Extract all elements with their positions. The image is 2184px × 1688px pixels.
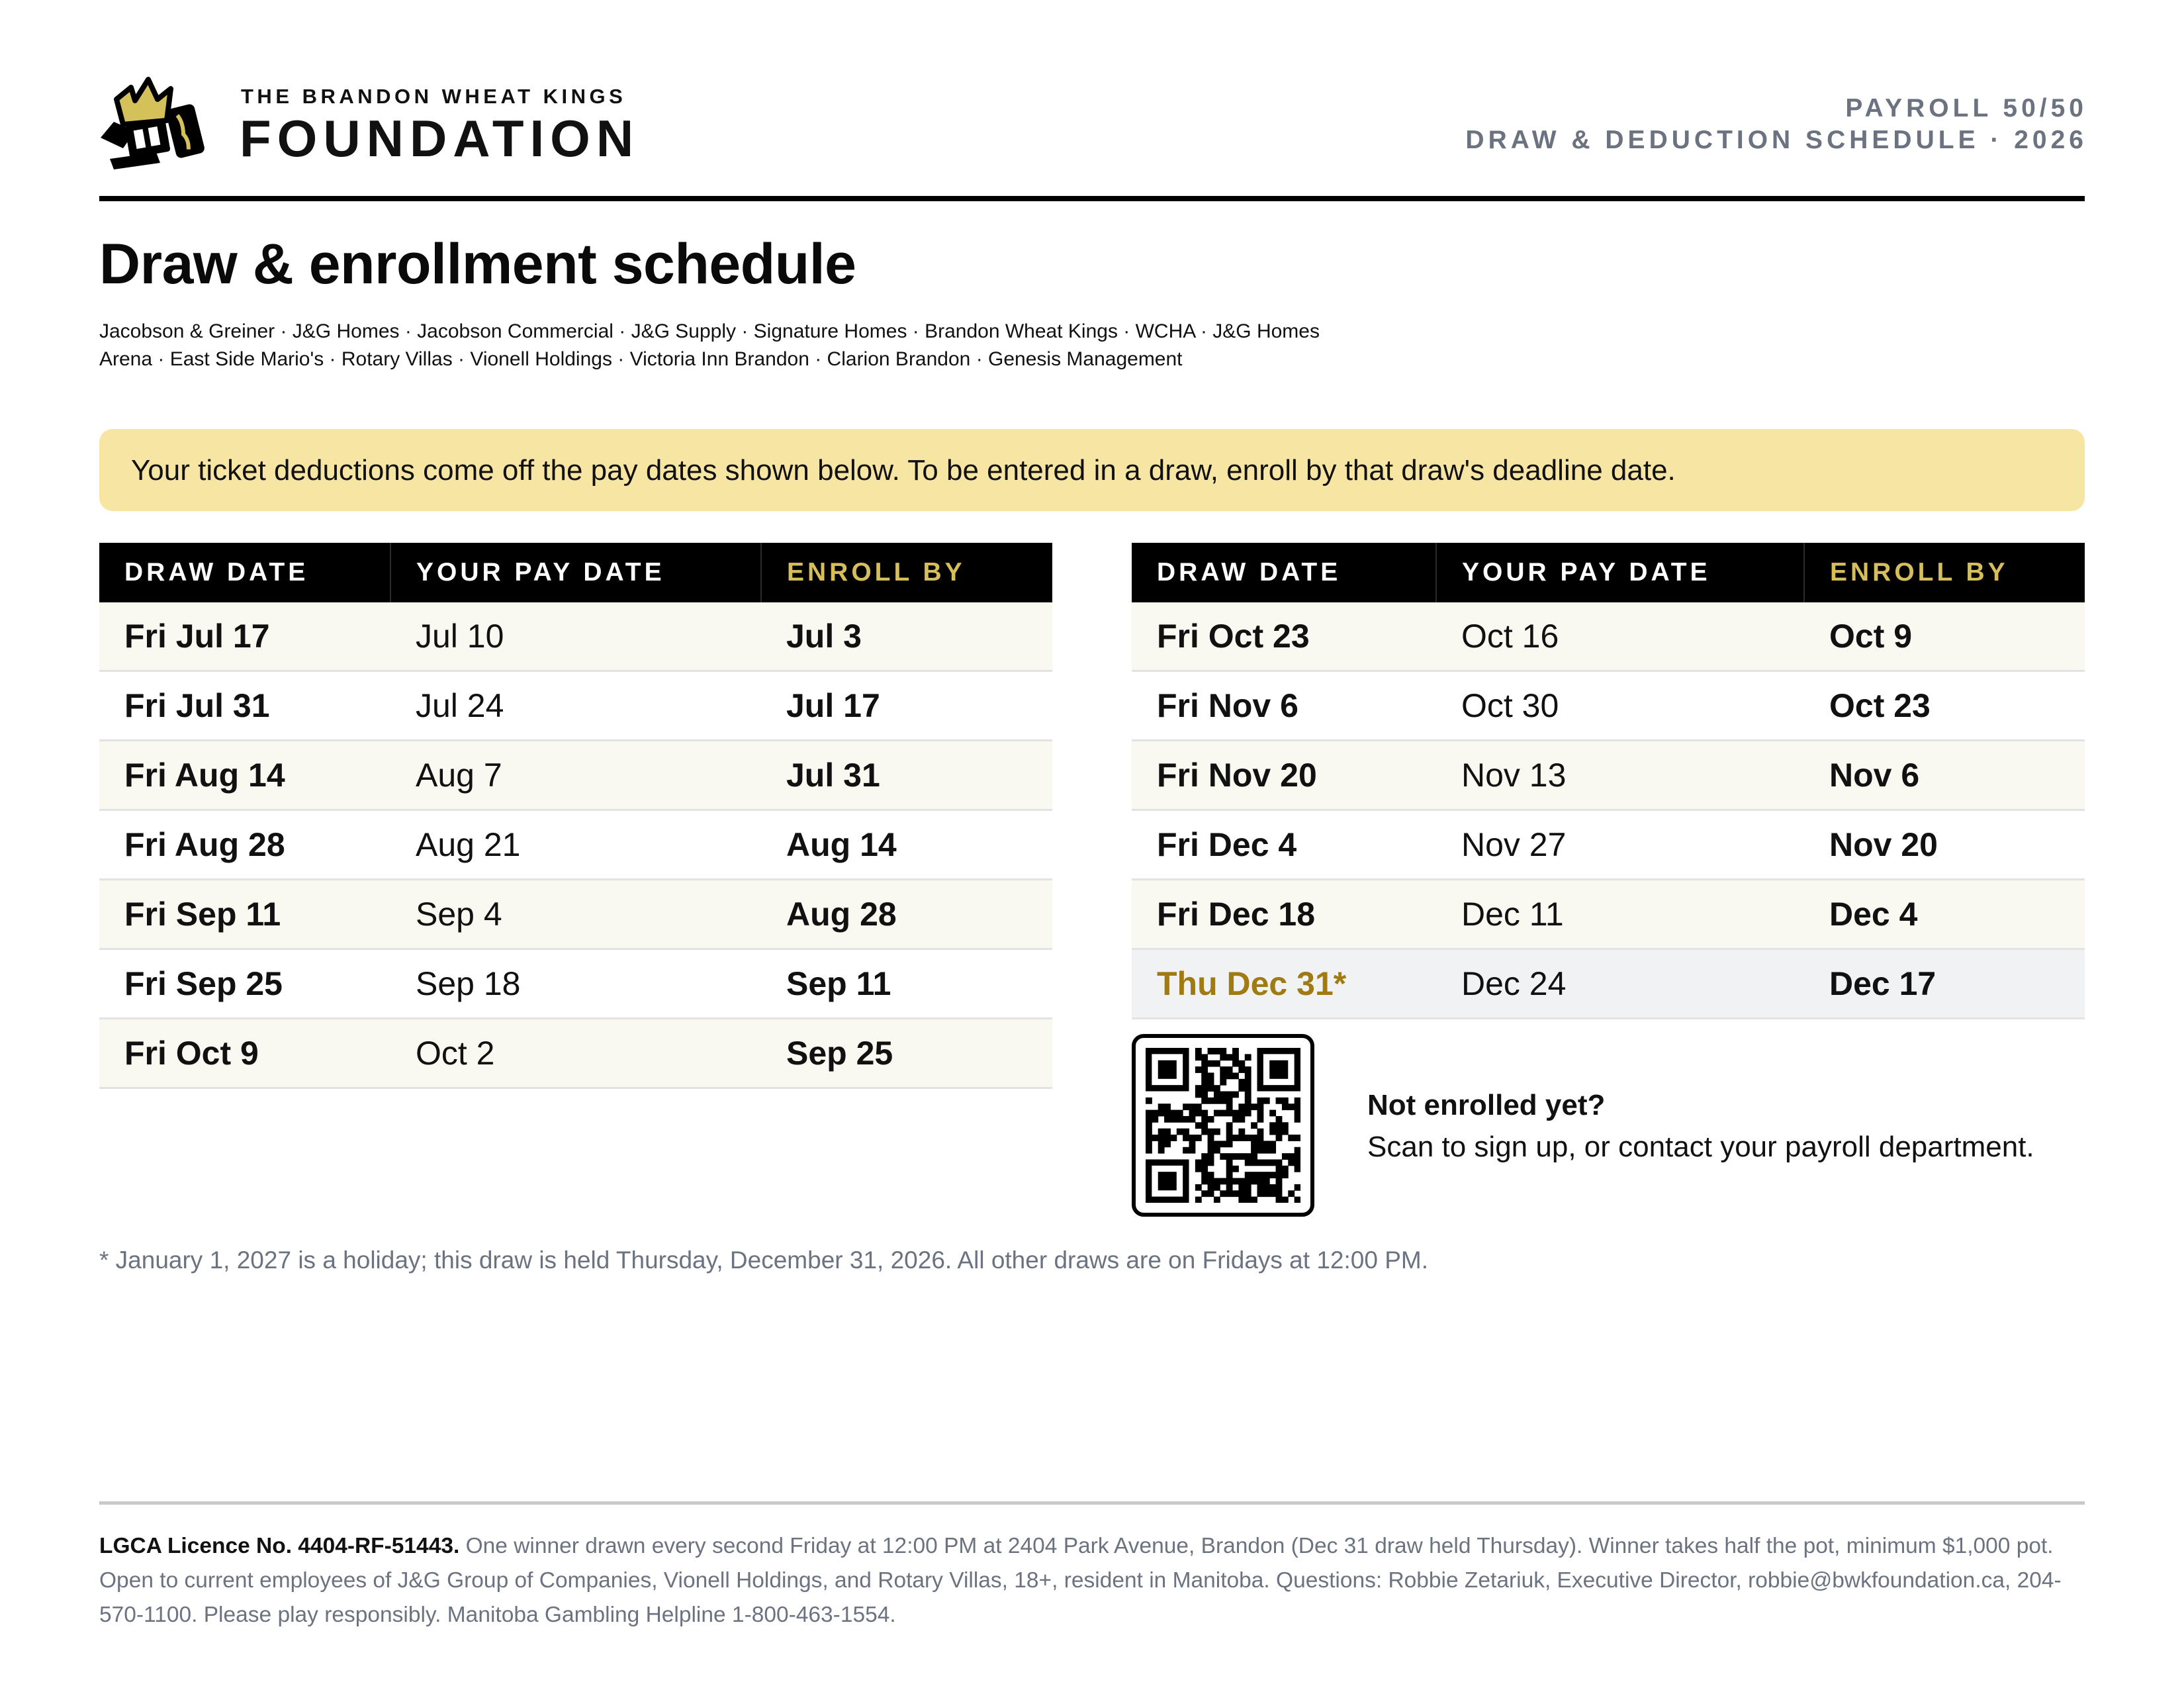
table-row <box>1132 810 2085 880</box>
draw-date: Fri Aug 28 <box>99 810 390 880</box>
table-row <box>1132 671 2085 741</box>
draw-date: Fri Oct 23 <box>1132 602 1436 671</box>
enroll-by-date: Aug 28 <box>761 880 1052 949</box>
enroll-by-date: Oct 23 <box>1804 671 2085 741</box>
sponsor-line: Jacobson & Greiner · J&G Homes · Jacobson Commercial · J&G Supply · Signature Homes · Brandon Wheat Kings · WCHA · J&G Homes <box>99 320 1320 342</box>
table-header-row <box>1132 543 2085 602</box>
notice-text: Your ticket deductions come off the pay dates shown below. To be entered in a draw, enroll by that draw's deadline date. <box>131 454 1676 487</box>
pay-date: Jul 10 <box>390 602 761 671</box>
table-row <box>99 1019 1052 1088</box>
draw-date: Fri Sep 25 <box>99 949 390 1019</box>
column-header-pay-date: YOUR PAY DATE <box>1436 543 1804 602</box>
enroll-by-date: Dec 4 <box>1804 880 2085 949</box>
pay-date: Oct 30 <box>1436 671 1804 741</box>
page-title: Draw & enrollment schedule <box>99 232 856 296</box>
sponsor-line: Arena · East Side Mario's · Rotary Villas · Vionell Holdings · Victoria Inn Brandon · Clarion Brandon · Genesis Management <box>99 348 1183 370</box>
table-row <box>1132 602 2085 671</box>
column-header-draw-date: DRAW DATE <box>1132 543 1436 602</box>
table-header-row <box>99 543 1052 602</box>
pay-date: Sep 4 <box>390 880 761 949</box>
table-row <box>99 810 1052 880</box>
table-row <box>99 880 1052 949</box>
program-name: PAYROLL 50/50 <box>1845 94 2087 122</box>
draw-date: Fri Oct 9 <box>99 1019 390 1088</box>
enroll-by-date: Dec 17 <box>1804 949 2085 1019</box>
enroll-by-date: Aug 14 <box>761 810 1052 880</box>
pay-date: Sep 18 <box>390 949 761 1019</box>
table-row <box>1132 880 2085 949</box>
footer-divider <box>99 1501 2085 1505</box>
pay-date: Dec 24 <box>1436 949 1804 1019</box>
qr-code-frame[interactable] <box>1132 1034 1314 1217</box>
enroll-by-date: Nov 6 <box>1804 741 2085 810</box>
column-header-pay-date: YOUR PAY DATE <box>390 543 761 602</box>
schedule-table-right <box>1132 543 2085 1019</box>
schedule-subtitle: DRAW & DEDUCTION SCHEDULE · 2026 <box>1465 126 2087 154</box>
holiday-footnote: * January 1, 2027 is a holiday; this draw is held Thursday, December 31, 2026. All other draws are on Fridays at 12:00 PM. <box>99 1246 1428 1274</box>
crown-logo-icon <box>97 74 216 173</box>
pay-date: Nov 27 <box>1436 810 1804 880</box>
pay-date: Aug 7 <box>390 741 761 810</box>
draw-date: Fri Aug 14 <box>99 741 390 810</box>
legal-text <box>99 1529 2085 1632</box>
draw-date: Fri Dec 18 <box>1132 880 1436 949</box>
pay-date: Oct 2 <box>390 1019 761 1088</box>
pay-date: Dec 11 <box>1436 880 1804 949</box>
legal-body: One winner drawn every second Friday at 12:00 PM at 2404 Park Avenue, Brandon (Dec 31 draw held Thursday). Winner takes half the pot, minimum $1,000 pot. Open to current employees of J&G Group of Companies, Vionell Holdings, and Rotary Villas, 18+, resident in Manitoba. Questions: Robbie Zetariuk, Executive Director, robbie@bwkfoundation.ca, 204-570-1100. Please play responsibly. Manitoba Gambling Helpline 1-800-463-1554. <box>99 1534 2062 1627</box>
qr-instructions: Scan to sign up, or contact your payroll department. <box>1367 1131 2034 1163</box>
qr-heading: Not enrolled yet? <box>1367 1089 1606 1121</box>
pay-date: Aug 21 <box>390 810 761 880</box>
draw-date: Fri Jul 17 <box>99 602 390 671</box>
sponsor-list <box>99 318 1489 373</box>
qr-code-icon[interactable] <box>1146 1048 1300 1203</box>
enroll-by-date: Oct 9 <box>1804 602 2085 671</box>
enroll-by-date: Nov 20 <box>1804 810 2085 880</box>
table-row <box>99 602 1052 671</box>
enroll-by-date: Jul 3 <box>761 602 1052 671</box>
column-header-enroll-by: ENROLL BY <box>1804 543 2085 602</box>
column-header-draw-date: DRAW DATE <box>99 543 390 602</box>
schedule-table-left <box>99 543 1052 1089</box>
draw-date: Thu Dec 31* <box>1132 949 1436 1019</box>
pay-date: Nov 13 <box>1436 741 1804 810</box>
licence-number: LGCA Licence No. 4404-RF-51443. <box>99 1534 460 1558</box>
draw-date: Fri Sep 11 <box>99 880 390 949</box>
column-header-enroll-by: ENROLL BY <box>761 543 1052 602</box>
table-row <box>99 671 1052 741</box>
draw-date: Fri Nov 20 <box>1132 741 1436 810</box>
org-tagline: THE BRANDON WHEAT KINGS <box>241 85 627 108</box>
table-row <box>1132 741 2085 810</box>
notice-banner <box>99 429 2085 511</box>
pay-date: Oct 16 <box>1436 602 1804 671</box>
table-row <box>99 949 1052 1019</box>
enroll-by-date: Sep 25 <box>761 1019 1052 1088</box>
enroll-by-date: Jul 17 <box>761 671 1052 741</box>
draw-date: Fri Nov 6 <box>1132 671 1436 741</box>
table-row <box>99 741 1052 810</box>
enroll-by-date: Jul 31 <box>761 741 1052 810</box>
org-name: FOUNDATION <box>240 109 640 167</box>
enroll-by-date: Sep 11 <box>761 949 1052 1019</box>
table-row-holiday <box>1132 949 2085 1019</box>
draw-date: Fri Dec 4 <box>1132 810 1436 880</box>
header-divider <box>99 196 2085 201</box>
pay-date: Jul 24 <box>390 671 761 741</box>
draw-date: Fri Jul 31 <box>99 671 390 741</box>
